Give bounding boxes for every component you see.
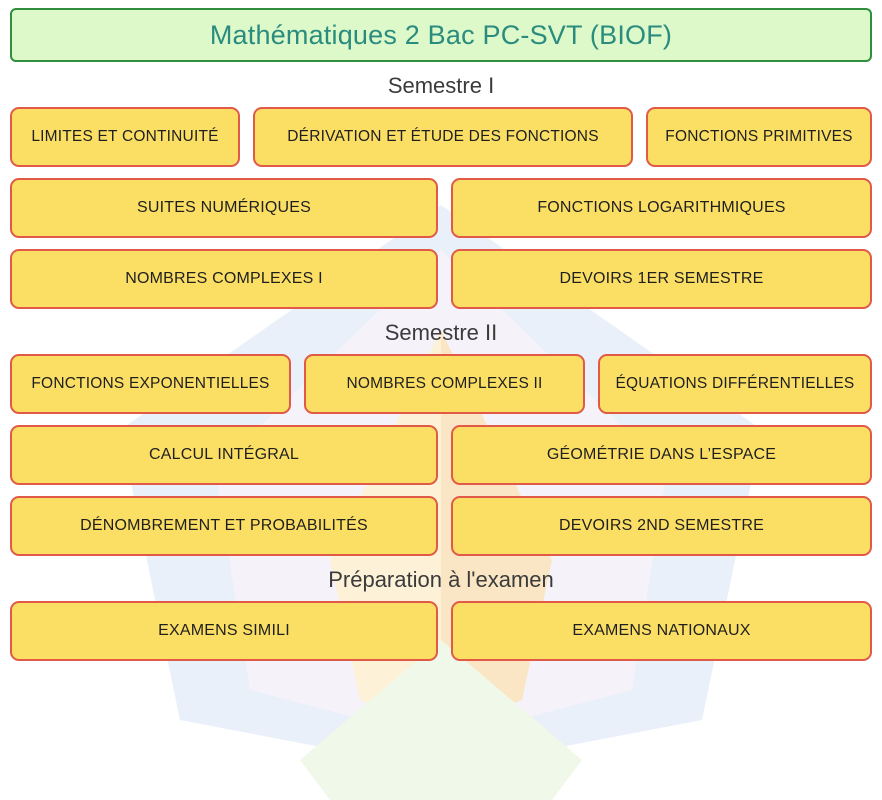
chip-calcul-integral[interactable]: CALCUL INTÉGRAL <box>10 425 438 485</box>
chip-row <box>10 425 872 485</box>
chip-row <box>10 249 872 309</box>
page-title: Mathématiques 2 Bac PC-SVT (BIOF) <box>209 19 673 50</box>
chip-examens-nationaux[interactable]: EXAMENS NATIONAUX <box>451 601 872 661</box>
section-title-preparation: Préparation à l'examen <box>328 567 554 592</box>
section-title-semestre-2: Semestre II <box>384 320 498 345</box>
chip-fonctions-exponentielles[interactable]: FONCTIONS EXPONENTIELLES <box>10 354 291 414</box>
chip-examens-simili[interactable]: EXAMENS SIMILI <box>10 601 438 661</box>
page-title-banner <box>10 8 872 62</box>
chip-row <box>10 601 872 661</box>
chip-devoirs-2nd-semestre[interactable]: DEVOIRS 2ND SEMESTRE <box>451 496 872 556</box>
chip-limites-et-continuite[interactable]: LIMITES ET CONTINUITÉ <box>10 107 240 167</box>
chip-row <box>10 107 872 167</box>
chip-row <box>10 178 872 238</box>
chip-equations-differentielles[interactable]: ÉQUATIONS DIFFÉRENTIELLES <box>598 354 872 414</box>
chip-devoirs-1er-semestre[interactable]: DEVOIRS 1ER SEMESTRE <box>451 249 872 309</box>
chip-nombres-complexes-2[interactable]: NOMBRES COMPLEXES II <box>304 354 585 414</box>
chip-row <box>10 354 872 414</box>
section-title-semestre-1: Semestre I <box>387 73 495 98</box>
chip-row <box>10 496 872 556</box>
chip-denombrement-et-probabilites[interactable]: DÉNOMBREMENT ET PROBABILITÉS <box>10 496 438 556</box>
chip-fonctions-primitives[interactable]: FONCTIONS PRIMITIVES <box>646 107 872 167</box>
chip-derivation-et-etude-des-fonctions[interactable]: DÉRIVATION ET ÉTUDE DES FONCTIONS <box>253 107 633 167</box>
chip-fonctions-logarithmiques[interactable]: FONCTIONS LOGARITHMIQUES <box>451 178 872 238</box>
chip-suites-numeriques[interactable]: SUITES NUMÉRIQUES <box>10 178 438 238</box>
chip-nombres-complexes-1[interactable]: NOMBRES COMPLEXES I <box>10 249 438 309</box>
chip-geometrie-dans-l-espace[interactable]: GÉOMÉTRIE DANS L’ESPACE <box>451 425 872 485</box>
